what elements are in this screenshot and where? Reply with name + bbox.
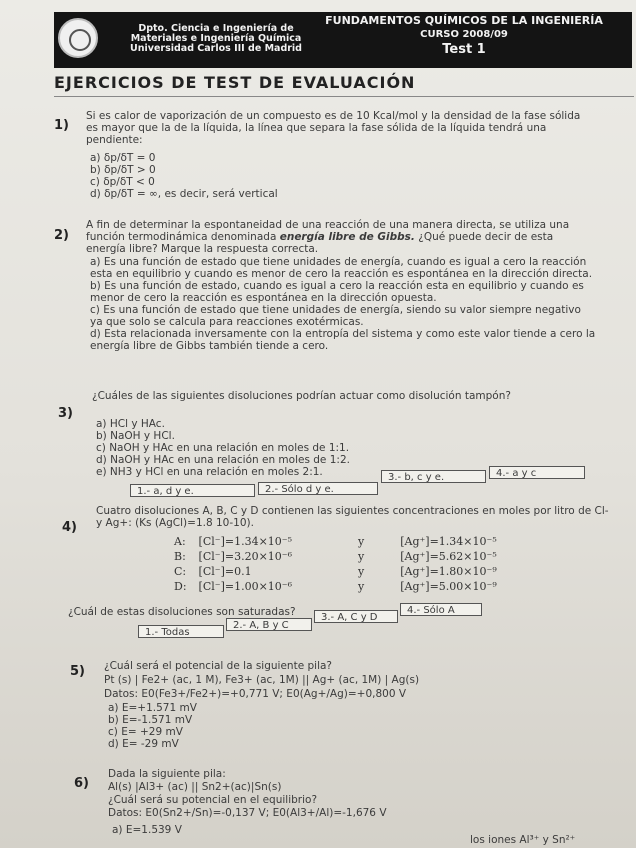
cl-value: [Cl⁻]=1.34×10⁻⁵: [198, 535, 292, 548]
q3-option-d: d) NaOH y HAc en una relación en moles de 1:2.: [96, 454, 350, 466]
course-title: FUNDAMENTOS QUÍMICOS DE LA INGENIERÍA: [325, 14, 603, 27]
q2-option-a: a) Es una función de estado que tiene unidades de energía, cuando es igual a cero la reacción esta en equilibrio y cuando es menor de cero la reacción es espontánea en la dirección directa.: [90, 256, 593, 280]
dept-line-3: Universidad Carlos III de Madrid: [130, 43, 302, 54]
q1-options: [90, 152, 278, 200]
q2-text-a: A fin de determinar la espontaneidad de una reacción de una manera directa, se utiliza una función termodinámica denominada: [86, 219, 570, 243]
table-row: [168, 549, 503, 564]
table-row: [168, 564, 503, 579]
q3-option-c: c) NaOH y HAc en una relación en moles de 1:1.: [96, 442, 350, 454]
q3-text: ¿Cuáles de las siguientes disoluciones podrían actuar como disolución tampón?: [92, 390, 511, 402]
q1-number: 1): [54, 118, 69, 133]
cl-value: [Cl⁻]=1.00×10⁻⁶: [198, 580, 292, 593]
q2-option-c: c) Es una función de estado que tiene unidades de energía, siendo su valor siempre negativo ya que solo se calcula para reacciones exotérmicas.: [90, 304, 581, 328]
q1-option-d: d) δp/δT = ∞, es decir, será vertical: [90, 188, 278, 200]
q6-question: ¿Cuál será su potencial en el equilibrio?: [108, 794, 318, 806]
cl-value: [Cl⁻]=3.20×10⁻⁶: [198, 550, 292, 563]
university-logo-icon: [58, 18, 98, 58]
q5-data: Datos: E0(Fe3+/Fe2+)=+0,771 V; E0(Ag+/Ag)=+0,800 V: [104, 688, 407, 700]
cl-value: [Cl⁻]=0.1: [198, 565, 252, 578]
row-connector: y: [358, 535, 365, 548]
q3-option-a: a) HCl y HAc.: [96, 418, 165, 430]
q2-option-d: d) Esta relacionada inversamente con la entropía del sistema y como este valor tiende a cero la energía libre de Gibbs también tiende a cero.: [90, 328, 596, 352]
row-connector: y: [358, 565, 365, 578]
row-connector: y: [358, 550, 365, 563]
q4-question: ¿Cuál de estas disoluciones son saturadas?: [68, 606, 296, 618]
table-row: [168, 534, 503, 549]
q3-option-e: e) NH3 y HCl en una relación en moles 2:1.: [96, 466, 323, 478]
q5-option-d: d) E= -29 mV: [108, 738, 179, 750]
row-label: D:: [174, 580, 187, 593]
q1-option-c: c) δp/δT < 0: [90, 176, 155, 188]
q4-answer-1: 1.- Todas: [138, 625, 224, 638]
q3-options: [96, 418, 350, 478]
q5-option-c: c) E= +29 mV: [108, 726, 183, 738]
q6-cell: Al(s) |Al3+ (ac) || Sn2+(ac)|Sn(s): [108, 781, 282, 793]
q5-number: 5): [70, 664, 85, 679]
q2-text-b: ¿Qué puede decir de esta energía libre? Marque la respuesta correcta.: [86, 231, 554, 255]
q3-option-b: b) NaOH y HCl.: [96, 430, 175, 442]
row-connector: y: [358, 580, 365, 593]
q5-option-b: b) E=-1.571 mV: [108, 714, 193, 726]
page-title: EJERCICIOS DE TEST DE EVALUACIÓN: [54, 73, 416, 92]
table-row: [168, 579, 503, 594]
q2-number: 2): [54, 228, 69, 243]
test-number: Test 1: [442, 42, 486, 57]
q1-text: Si es calor de vaporización de un compuesto es de 10 Kcal/mol y la densidad de la fase sólida es mayor que la de la líquida, la línea que separa la fase sólida de la líquida tendrá una pendiente:: [86, 110, 581, 146]
course-year: CURSO 2008/09: [420, 29, 508, 40]
q5-option-a: a) E=+1.571 mV: [108, 702, 197, 714]
q3-number: 3): [58, 406, 73, 421]
row-label: C:: [174, 565, 187, 578]
ag-value: [Ag⁺]=1.34×10⁻⁵: [400, 535, 497, 548]
q1-option-b: b) δp/δT > 0: [90, 164, 156, 176]
ag-value: [Ag⁺]=1.80×10⁻⁹: [400, 565, 497, 578]
q5-text: ¿Cuál será el potencial de la siguiente pila?: [104, 660, 332, 672]
q4-concentration-table: [168, 534, 503, 594]
q6-number: 6): [74, 776, 89, 791]
q3-answer-4: 4.- a y c: [489, 466, 585, 479]
q6-fragment: los iones Al³⁺ y Sn²⁺: [470, 834, 576, 846]
q5-cell: Pt (s) | Fe2+ (ac, 1 M), Fe3+ (ac, 1M) || Ag+ (ac, 1M) | Ag(s): [104, 674, 420, 686]
dept-line-1: Dpto. Ciencia e Ingeniería de: [138, 23, 294, 34]
q2-options: [90, 256, 596, 352]
q5-options: [108, 702, 197, 750]
dept-line-2: Materiales e Ingeniería Química: [130, 33, 302, 44]
q4-answer-4: 4.- Sólo A: [400, 603, 482, 616]
row-label: B:: [174, 550, 186, 563]
q2-option-b: b) Es una función de estado, cuando es igual a cero la reacción esta en equilibrio y cuando es menor de cero la reacción es espontánea en la dirección opuesta.: [90, 280, 584, 304]
q4-answer-3: 3.- A, C y D: [314, 610, 398, 623]
ag-value: [Ag⁺]=5.62×10⁻⁵: [400, 550, 497, 563]
q3-answer-2: 2.- Sólo d y e.: [258, 482, 378, 495]
q3-answer-1: 1.- a, d y e.: [130, 484, 255, 497]
q6-option-a: a) E=1.539 V: [112, 824, 182, 836]
q4-number: 4): [62, 520, 77, 535]
course-block: [304, 14, 624, 57]
q1-option-a: a) δp/δT = 0: [90, 152, 156, 164]
q3-answer-3: 3.- b, c y e.: [381, 470, 486, 483]
q6-data: Datos: E0(Sn2+/Sn)=-0,137 V; E0(Al3+/Al)=-1,676 V: [108, 807, 387, 819]
q4-answer-2: 2.- A, B y C: [226, 618, 312, 631]
q2-text: [86, 219, 594, 255]
title-divider: [54, 96, 634, 97]
q2-text-emphasis: energía libre de Gibbs.: [279, 231, 415, 243]
department-block: [106, 24, 326, 54]
q4-text: Cuatro disoluciones A, B, C y D contienen las siguientes concentraciones en moles por litro de Cl- y Ag+: (Ks (AgCl)=1.8 10-10).: [96, 505, 609, 529]
header-banner: [54, 12, 632, 68]
q6-text: Dada la siguiente pila:: [108, 768, 226, 780]
ag-value: [Ag⁺]=5.00×10⁻⁹: [400, 580, 497, 593]
row-label: A:: [174, 535, 186, 548]
